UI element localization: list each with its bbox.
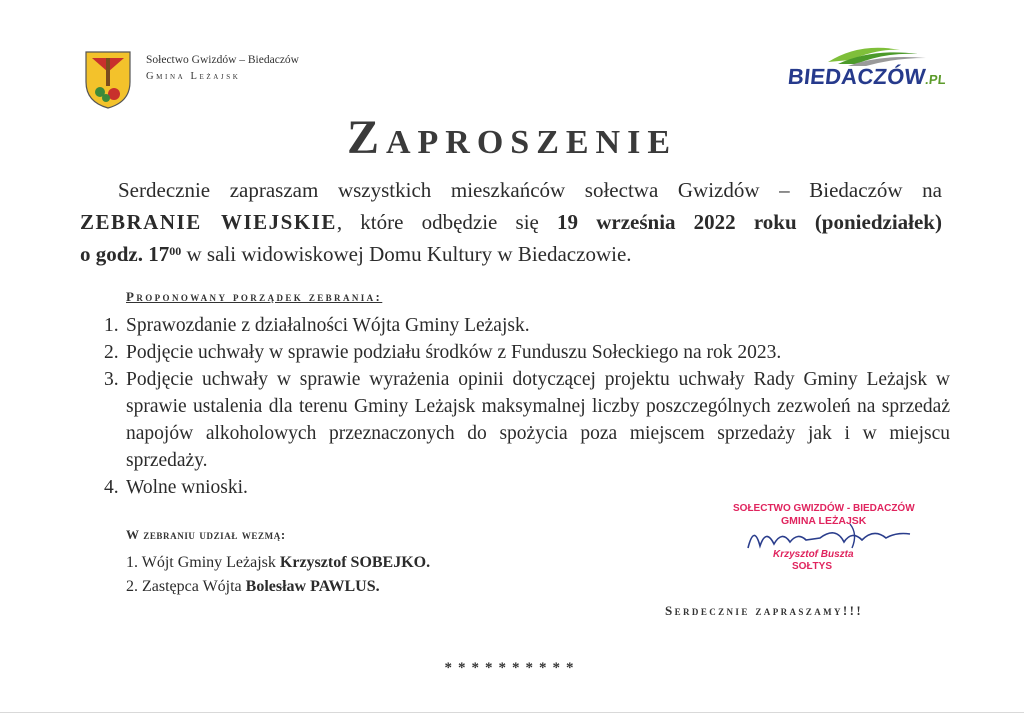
stamp-line-name: Krzysztof Buszta bbox=[773, 549, 854, 560]
participant-item: 1. Wójt Gminy Leżajsk Krzysztof SOBEJKO. bbox=[126, 554, 431, 571]
agenda-list bbox=[104, 312, 950, 501]
intro-line: Serdecznie zapraszam wszystkich mieszkańców sołectwa Gwizdów – Biedaczów na bbox=[118, 178, 942, 202]
stars-divider: ********** bbox=[444, 660, 580, 676]
org-name-line: Sołectwo Gwizdów – Biedaczów bbox=[146, 54, 299, 66]
page-title: Zaproszenie bbox=[346, 111, 678, 164]
closing-line: Serdecznie zapraszamy!!! bbox=[665, 603, 864, 618]
event-date: 19 września 2022 roku (poniedziałek) bbox=[557, 210, 942, 234]
biedaczow-logo-text: BIEDACZÓW.PL bbox=[786, 64, 947, 89]
invitation-paragraph bbox=[80, 174, 942, 270]
stamp-line-solectwo: SOŁECTWO GWIZDÓW - BIEDACZÓW bbox=[733, 503, 915, 514]
intro-time-line: o godz. $17^{00}$ w sali widowiskowej Domu Kultury w Biedaczowie. bbox=[80, 242, 632, 266]
event-name: ZEBRANIE WIEJSKIE bbox=[80, 210, 337, 234]
gmina-name-line: Gmina Leżajsk bbox=[146, 71, 241, 82]
bottom-rule bbox=[0, 712, 1024, 713]
event-time: o godz. $17^{00}$ bbox=[80, 242, 182, 266]
agenda-heading: Proponowany porządek zebrania: bbox=[126, 289, 383, 304]
intro-event-line: ZEBRANIE WIEJSKIE, które odbędzie się 19 września 2022 roku (poniedziałek) bbox=[80, 210, 942, 234]
agenda-item: 1. Sprawozdanie z działalności Wójta Gminy Leżajsk. bbox=[104, 315, 530, 336]
agenda-item: 2. Podjęcie uchwały w sprawie podziału środków z Funduszu Sołeckiego na rok 2023. bbox=[104, 342, 782, 363]
stamp-line-role: SOŁTYS bbox=[792, 561, 833, 572]
agenda-item: 4. Wolne wnioski. bbox=[104, 477, 248, 498]
stamp-line-gmina: GMINA LEŻAJSK bbox=[781, 515, 867, 527]
participant-item: 2. Zastępca Wójta Bolesław PAWLUS. bbox=[126, 578, 380, 595]
participants-heading: W zebraniu udział wezmą: bbox=[126, 527, 286, 542]
gmina-coat-of-arms-icon bbox=[84, 50, 132, 110]
agenda-item: 3. Podjęcie uchwały w sprawie wyrażenia opinii dotyczącej projektu uchwały Rady Gminy Leżajsk w sprawie ustalenia dla terenu Gminy Leżajsk maksymalnej liczby poszczególnych zezwoleń na sprzedaż napojów alkoholowych przeznaczonych do spożycia poza miejscem sprzedaży jak i w miejscu sprzedaży. bbox=[104, 369, 950, 471]
